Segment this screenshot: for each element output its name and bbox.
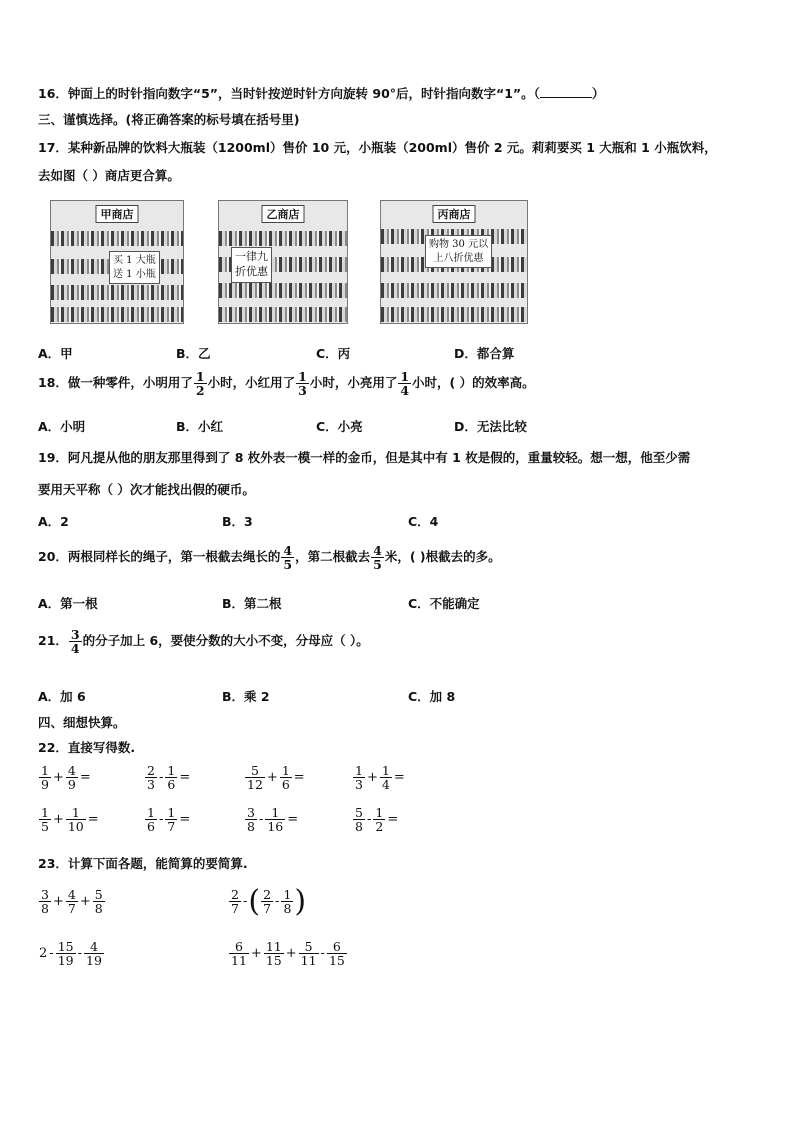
option-20c[interactable]: C．不能确定 <box>408 596 480 611</box>
answer-blank[interactable] <box>540 87 592 98</box>
question-19-line2: 要用天平称（ ）次才能找出假的硬币。 <box>38 482 255 497</box>
option-18b[interactable]: B．小红 <box>176 419 224 434</box>
question-16-text: 16．钟面上的时针指向数字“5”，当时针按逆时针方向旋转 90°后，时针指向数字“1”。（ <box>38 86 540 101</box>
equals-sign: = <box>179 812 191 828</box>
option-19a[interactable]: A．2 <box>38 514 69 529</box>
shop-jia-photo <box>50 200 184 324</box>
shop-bing-photo <box>380 200 528 324</box>
equals-sign: = <box>293 770 305 786</box>
option-18c[interactable]: C．小亮 <box>316 419 363 434</box>
option-19b[interactable]: B．3 <box>222 514 253 529</box>
question-22-title: 22．直接写得数. <box>38 740 136 755</box>
section-4-title: 四、细想快算。 <box>38 715 126 730</box>
option-17c[interactable]: C．丙 <box>316 346 351 361</box>
option-20a[interactable]: A．第一根 <box>38 596 98 611</box>
question-23-title: 23．计算下面各题，能简算的要简算. <box>38 856 248 871</box>
quick-calc-item: $\frac{1}{3}$ + $\frac{1}{4}$ = <box>355 763 405 793</box>
shop-bing-sign: 购物 30 元以 上八折优惠 <box>425 235 492 268</box>
expr-23-4: $\frac{6}{11}$ + $\frac{11}{15}$ + $\frac{5}{11}$ - $\frac{6}{15}$ <box>231 939 345 969</box>
shop-jia-sign: 买 1 大瓶 送 1 小瓶 <box>109 251 160 284</box>
shop-yi-photo <box>218 200 348 324</box>
option-17b[interactable]: B．乙 <box>176 346 211 361</box>
option-20b[interactable]: B．第二根 <box>222 596 282 611</box>
question-18: 18．做一种零件，小明用了 $\frac{1}{2}$ 小时，小红用了 $\frac{1}{3}$ 小时，小亮用了 $\frac{1}{4}$ 小时，( ）的效率高。 <box>38 369 535 399</box>
quick-calc-item: $\frac{3}{8}$ - $\frac{1}{16}$ = <box>247 805 299 835</box>
quick-calc-item: $\frac{2}{3}$ - $\frac{1}{6}$ = <box>147 763 191 793</box>
equals-sign: = <box>387 812 399 828</box>
quick-calc-item: $\frac{1}{9}$ + $\frac{4}{9}$ = <box>41 763 91 793</box>
question-17-line1: 17．某种新品牌的饮料大瓶装（1200ml）售价 10 元，小瓶装（200ml）售价 2 元。莉莉要买 1 大瓶和 1 小瓶饮料， <box>38 140 717 155</box>
quick-calc-item: $\frac{5}{8}$ - $\frac{1}{2}$ = <box>355 805 399 835</box>
equals-sign: = <box>393 770 405 786</box>
expr-23-1: $\frac{3}{8}$ + $\frac{4}{7}$ + $\frac{5}{8}$ <box>41 887 103 917</box>
expr-23-2: $\frac{2}{7}$ -( $\frac{2}{7}$ - $\frac{1}{8}$ ) <box>231 884 307 919</box>
question-21: 21． $\frac{3}{4}$ 的分子加上 6，要使分数的大小不变，分母应（ ）。 <box>38 627 369 657</box>
shop-bing-label: 丙商店 <box>433 205 476 223</box>
option-18d[interactable]: D．无法比较 <box>454 419 527 434</box>
option-18a[interactable]: A．小明 <box>38 419 86 434</box>
equals-sign: = <box>79 770 91 786</box>
quick-calc-item: $\frac{5}{12}$ + $\frac{1}{6}$ = <box>247 763 305 793</box>
equals-sign: = <box>287 812 299 828</box>
option-21a[interactable]: A．加 6 <box>38 689 86 704</box>
question-19-line1: 19．阿凡提从他的朋友那里得到了 8 枚外表一模一样的金币，但是其中有 1 枚是假的，重量较轻。想一想，他至少需 <box>38 450 691 465</box>
expr-23-3: 2 - $\frac{15}{19}$ - $\frac{4}{19}$ <box>39 939 102 969</box>
option-17a[interactable]: A．甲 <box>38 346 73 361</box>
option-19c[interactable]: C．4 <box>408 514 439 529</box>
quick-calc-item: $\frac{1}{6}$ - $\frac{1}{7}$ = <box>147 805 191 835</box>
quick-calc-item: $\frac{1}{5}$ + $\frac{1}{10}$ = <box>41 805 99 835</box>
question-16: 16．钟面上的时针指向数字“5”，当时针按逆时针方向旋转 90°后，时针指向数字“1”。（ ） <box>38 86 605 101</box>
question-17-line2: 去如图（ ）商店更合算。 <box>38 168 180 183</box>
option-21b[interactable]: B．乘 2 <box>222 689 270 704</box>
shop-yi-sign: 一律九 折优惠 <box>231 247 272 283</box>
option-21c[interactable]: C．加 8 <box>408 689 456 704</box>
equals-sign: = <box>87 812 99 828</box>
option-17d[interactable]: D．都合算 <box>454 346 515 361</box>
shop-jia-label: 甲商店 <box>96 205 139 223</box>
question-20: 20．两根同样长的绳子，第一根截去绳长的 $\frac{4}{5}$ ，第二根截去 $\frac{4}{5}$ 米，( )根截去的多。 <box>38 543 501 573</box>
equals-sign: = <box>179 770 191 786</box>
shop-yi-label: 乙商店 <box>262 205 305 223</box>
section-3-title: 三、谨慎选择。(将正确答案的标号填在括号里) <box>38 112 300 127</box>
